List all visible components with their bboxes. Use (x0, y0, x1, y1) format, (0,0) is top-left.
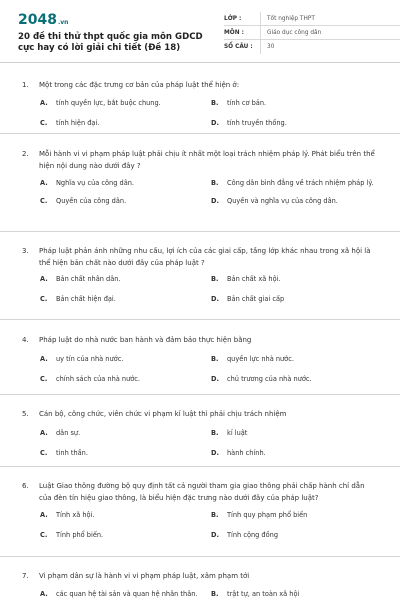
option-letter: C. (40, 295, 48, 303)
question-item (0, 232, 400, 320)
option-text: Bản chất nhân dân. (56, 275, 121, 283)
logo-main-text: 2048 (18, 12, 57, 28)
option-text: tính quyền lực, bắt buộc chung. (56, 99, 161, 107)
question-number: 3. (22, 247, 29, 255)
option-letter: C. (40, 449, 48, 457)
document-meta (224, 12, 400, 54)
option-text: Bản chất xã hội. (227, 275, 281, 283)
question-number: 4. (22, 336, 29, 344)
question-number: 2. (22, 150, 29, 158)
option-c[interactable] (40, 118, 211, 128)
option-a[interactable] (40, 274, 211, 284)
question-body: Cán bộ, công chức, viên chức vi phạm kỉ luật thì phải chịu trách nhiệm (39, 410, 287, 418)
option-c[interactable] (40, 196, 211, 206)
question-item (0, 320, 400, 395)
option-letter: D. (211, 197, 219, 205)
option-c[interactable] (40, 448, 211, 458)
option-b[interactable] (211, 428, 382, 438)
option-text: Tính xã hội. (56, 511, 95, 519)
option-a[interactable] (40, 98, 211, 108)
option-grid (40, 589, 378, 599)
option-text: Công dân bình đẳng về trách nhiệm pháp lý. (227, 179, 374, 187)
option-text: Quyền của công dân. (56, 197, 127, 205)
meta-label: MÔN : (224, 29, 244, 36)
option-text: tính truyền thống. (227, 119, 287, 127)
option-d[interactable] (211, 196, 382, 206)
option-d[interactable] (211, 118, 382, 128)
option-letter: C. (40, 531, 48, 539)
question-number: 7. (22, 572, 29, 580)
option-grid (40, 354, 378, 384)
logo-sub-text: .vn (57, 19, 69, 26)
question-item (0, 467, 400, 557)
option-text: tính cơ bản. (227, 99, 267, 107)
question-body: Pháp luật phản ánh những nhu cầu, lợi ích của các giai cấp, tầng lớp khác nhau trong xã hội là thể hiện bản chất nào dưới đây của pháp luật ? (39, 247, 371, 267)
option-letter: C. (40, 375, 48, 383)
option-a[interactable] (40, 354, 211, 364)
question-text (22, 334, 378, 346)
option-text: Tính quy phạm phổ biến (227, 511, 308, 519)
option-text: Bản chất giai cấp (227, 295, 285, 303)
option-letter: B. (211, 99, 219, 107)
option-letter: D. (211, 531, 219, 539)
option-grid (40, 428, 378, 458)
question-text (22, 408, 378, 420)
question-item (0, 63, 400, 134)
option-grid (40, 98, 378, 128)
option-c[interactable] (40, 294, 211, 304)
question-body: Mỗi hành vi vi phạm pháp luật phải chịu ít nhất một loại trách nhiệm pháp lý. Phát biểu trên thể hiện nội dung nào dưới đây ? (39, 150, 375, 170)
option-text: Tính cộng đồng (227, 531, 279, 539)
question-text (22, 480, 378, 504)
meta-value: 30 (260, 40, 274, 54)
question-item (0, 557, 400, 600)
option-letter: D. (211, 449, 219, 457)
option-letter: A. (40, 429, 48, 437)
option-b[interactable] (211, 589, 382, 599)
option-d[interactable] (211, 530, 382, 540)
option-d[interactable] (211, 294, 382, 304)
option-text: uy tín của nhà nước. (56, 355, 124, 363)
option-a[interactable] (40, 510, 211, 520)
question-number: 1. (22, 81, 29, 89)
option-letter: C. (40, 197, 48, 205)
question-text (22, 245, 378, 269)
option-text: các quan hệ tài sản và quan hệ nhân thân. (56, 590, 198, 598)
option-letter: A. (40, 355, 48, 363)
option-letter: D. (211, 119, 219, 127)
question-text (22, 148, 378, 172)
option-b[interactable] (211, 274, 382, 284)
option-a[interactable] (40, 178, 211, 188)
option-letter: A. (40, 179, 48, 187)
option-letter: B. (211, 179, 219, 187)
question-body: Một trong các đặc trưng cơ bản của pháp luật thể hiện ở: (39, 81, 240, 89)
question-number: 6. (22, 482, 29, 490)
option-letter: B. (211, 511, 219, 519)
site-logo[interactable] (18, 12, 68, 28)
meta-row-subject (224, 26, 400, 40)
option-text: Bản chất hiện đại. (56, 295, 116, 303)
question-item (0, 395, 400, 467)
question-list (0, 63, 400, 600)
meta-label: LỚP : (224, 15, 242, 22)
document-header (18, 12, 388, 56)
option-b[interactable] (211, 510, 382, 520)
question-text (22, 570, 378, 582)
option-letter: B. (211, 275, 219, 283)
meta-label: SỐ CÂU : (224, 44, 253, 50)
question-number: 5. (22, 410, 29, 418)
option-c[interactable] (40, 374, 211, 384)
option-d[interactable] (211, 448, 382, 458)
option-letter: A. (40, 511, 48, 519)
option-text: Quyền và nghĩa vụ của công dân. (227, 197, 338, 205)
option-letter: B. (211, 590, 219, 598)
meta-row-class (224, 12, 400, 26)
option-letter: A. (40, 275, 48, 283)
option-text: tính hiện đại. (56, 119, 100, 127)
question-body: Pháp luật do nhà nước ban hành và đảm bảo thực hiện bằng (39, 336, 252, 344)
option-text: chính sách của nhà nước. (56, 375, 141, 383)
meta-row-count (224, 40, 400, 54)
option-letter: D. (211, 295, 219, 303)
option-grid (40, 510, 378, 540)
option-text: quyền lực nhà nước. (227, 355, 294, 363)
option-letter: B. (211, 355, 219, 363)
option-b[interactable] (211, 354, 382, 364)
option-text: Tính phổ biến. (56, 531, 104, 539)
question-text (22, 79, 378, 91)
option-text: tinh thần. (56, 449, 88, 457)
meta-value: Giáo dục công dân (260, 26, 321, 39)
option-b[interactable] (211, 178, 382, 188)
option-a[interactable] (40, 428, 211, 438)
option-grid (40, 274, 378, 304)
option-text: Nghĩa vụ của công dân. (56, 179, 135, 187)
option-text: kỉ luật (227, 429, 248, 437)
document-title: 20 đề thi thử thpt quốc gia môn GDCD cực hay có lời giải chi tiết (Đề 18) (18, 32, 203, 53)
option-letter: D. (211, 375, 219, 383)
question-body: Luật Giao thông đường bộ quy định tất cả người tham gia giao thông phải chấp hành chỉ dẫn của đèn tín hiệu giao thông, là biểu hiện đặc trưng nào dưới đây của pháp luật? (39, 482, 365, 502)
option-letter: A. (40, 590, 48, 598)
option-d[interactable] (211, 374, 382, 384)
option-a[interactable] (40, 589, 211, 599)
option-c[interactable] (40, 530, 211, 540)
option-text: chủ trương của nhà nước. (227, 375, 312, 383)
option-text: dân sự. (56, 429, 81, 437)
option-grid (40, 178, 378, 206)
option-letter: C. (40, 119, 48, 127)
meta-value: Tốt nghiệp THPT (260, 12, 315, 25)
option-letter: A. (40, 99, 48, 107)
option-text: trật tự, an toàn xã hội (227, 590, 300, 598)
option-letter: B. (211, 429, 219, 437)
option-b[interactable] (211, 98, 382, 108)
option-text: hành chính. (227, 449, 266, 457)
question-body: Vi phạm dân sự là hành vi vi phạm pháp luật, xâm phạm tới (39, 572, 250, 580)
question-item (0, 134, 400, 232)
